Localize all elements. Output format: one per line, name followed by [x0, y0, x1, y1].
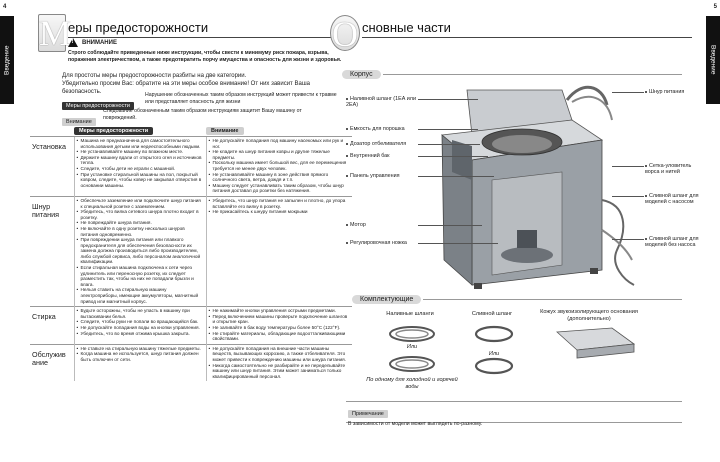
page-title-left: еры предосторожности — [68, 20, 350, 38]
list-item: • При повреждении шнура питания или плавкого предохранителя для обеспечения безопасности их замена должна производиться либо производителем, либо службой сервиса, либо персоналом аналогичной квалификации. — [77, 237, 204, 265]
list-item: • Поскольку машина имеет большой вес, для ее перемещения требуется не менее двух человек. — [209, 160, 351, 171]
right-page — [332, 0, 720, 462]
side-tab-right: Введение — [706, 16, 720, 104]
list-item: • Не допускайте попадания на внешние части машины веществ, вызывающих коррозию, а также отбеливателя. Это может привести к повреждению машины или шнура питания. — [209, 346, 351, 363]
list-item: • Если стиральная машина подключена к сети через удлинитель или переносную розетку, их следует разместить так, чтобы на них не попадали брызги и влага. — [77, 265, 204, 287]
list-item: • Не кладите на шнур питания ковры и другие тяжелые предметы. — [209, 149, 351, 160]
bullet-dot-icon — [645, 165, 647, 167]
list-item: • Убедитесь, что вилка сетевого шнура плотно входит в розетку. — [77, 209, 204, 220]
bullet-dot-icon — [346, 175, 348, 177]
callout-text: Емкость для порошка — [350, 126, 405, 132]
callout-text: Регулировочная ножка — [350, 240, 407, 246]
row-attention-cell — [206, 137, 352, 197]
callout-right-label — [645, 193, 703, 206]
intro-line-2: Убедительно просим Вас: обратите на эти меры особое внимание! От них зависит Ваша безопасность. — [62, 81, 310, 95]
row-precaution-cell — [74, 137, 206, 197]
leader-line — [418, 129, 478, 130]
footnote-tag: Примечание — [348, 410, 388, 418]
page-title-right: сновные части — [362, 20, 692, 38]
tag-attention: Внимание — [62, 118, 96, 126]
bullet-dot-icon — [346, 155, 348, 157]
list-item: • Не стирайте материалы, обладающие водоотталкивающими свойствами. — [209, 331, 351, 342]
page-number-left: 4 — [3, 4, 7, 10]
footnote-box — [346, 401, 682, 427]
callout-text: Наливной шланг (1ЕА или 2ЕА) — [346, 96, 416, 109]
acc-note: По одному для холодной и горячей воды — [366, 377, 458, 390]
list-item: • Нельзя ставить на стиральную машину электроприборы, имеющие аккумуляторы, магнитный привод или магнитный корпус. — [77, 287, 204, 304]
heading-initial-left: М — [39, 13, 72, 53]
acc-drain-hose-label: Сливной шланг — [471, 311, 513, 317]
row-attention-cell — [206, 307, 352, 345]
page-number-right: 5 — [713, 4, 717, 10]
list-item: • Убедитесь, что шнур питания не запылен и плотно, до упора вставляйте его вилку в розетку. — [209, 198, 351, 209]
row-precaution-cell — [74, 196, 206, 306]
callout-text: Сливной шланг для моделей без насоса — [645, 236, 699, 249]
bullet-dot-icon — [645, 91, 647, 93]
callout-text: Сливной шланг для моделей с насосом — [645, 193, 699, 206]
list-item: • Не прикасайтесь к шнуру питания мокрыми — [209, 209, 351, 215]
list-item: • Убедитесь, что во время отжима крышка закрыта. — [77, 331, 204, 337]
legend-precaution-text: Нарушение обозначенных таким образом инструкций может привести к травме или представляет опасность для жизни — [145, 92, 337, 105]
bullet-dot-icon — [346, 143, 348, 145]
row-category: Обслужив ание — [30, 344, 74, 381]
leader-line — [612, 92, 644, 93]
list-item: • Никогда самостоятельно не разбирайте и не переделывайте машину или шнур питания. Этим может заниматься только квалифицированный персонал. — [209, 363, 351, 380]
row-attention-cell — [206, 196, 352, 306]
callout-left-label — [346, 173, 418, 179]
row-category: Шнур питания — [30, 196, 74, 306]
table-row — [30, 307, 352, 345]
legend-attention-text: Следование обозначенным таким образом инструкциям защитит Вашу машину от повреждений. — [103, 108, 302, 121]
list-item: • Когда машина не используется, шнур питания должен быть отключен от сети. — [77, 351, 204, 362]
list-item: • При установке стиральной машины на пол, покрытый ковром, следите, чтобы ковер не закрывал отверстия в основании машины. — [77, 172, 204, 189]
callout-text: Шнур питания — [649, 89, 685, 95]
row-category: Стирка — [30, 307, 74, 345]
list-item: • Машина не предназначена для самостоятельного использования детьми или недееспособными людьми. — [77, 138, 204, 149]
side-tab-left: Введение — [0, 16, 14, 104]
callout-left-label — [346, 126, 418, 132]
leader-line — [418, 99, 478, 100]
precautions-table — [30, 126, 352, 381]
leader-line — [418, 243, 498, 244]
callout-right-label — [645, 89, 703, 95]
bullet-dot-icon — [346, 98, 348, 100]
bullet-dot-icon — [645, 195, 647, 197]
row-precaution-cell — [74, 307, 206, 345]
col-head-precaution: Меры предосторожности — [74, 127, 153, 135]
list-item: • Машину следует устанавливать таким образом, чтобы шнур питания доставал до розетки без натяжения. — [209, 183, 351, 194]
leader-line — [418, 144, 480, 145]
section-accessories — [352, 293, 682, 305]
warning-icon — [68, 38, 78, 47]
list-item: • Не заливайте в бак воду температуры более 50°C (122°F). — [209, 325, 351, 331]
or-label-1: Или — [406, 344, 418, 350]
list-item: • Не устанавливайте машину во влажном месте. — [77, 149, 204, 155]
row-category: Установка — [30, 137, 74, 197]
callout-text: Внутренний бак — [350, 153, 390, 159]
list-item: • Не допускайте попадания воды на кнопки управления. — [77, 325, 204, 331]
list-item: • Не включайте в одну розетку несколько шнуров питания одновременно. — [77, 226, 204, 237]
callout-text: Дозатор отбеливателя — [350, 141, 407, 147]
bullet-dot-icon — [346, 242, 348, 244]
callout-left-label — [346, 141, 418, 147]
callout-text: Мотор — [350, 222, 366, 228]
list-item: • Перед включением машины проверьте подключение шлангов и открытие кран. — [209, 314, 351, 325]
callout-left-label — [346, 222, 418, 228]
leader-line — [418, 176, 494, 177]
list-item: • Не нажимайте кнопки управления острыми предметами. — [209, 308, 351, 314]
callout-left-label — [346, 240, 418, 246]
bullet-dot-icon — [645, 238, 647, 240]
list-item: • Будьте осторожны, чтобы не упасть в машину при вытаскивании белья. — [77, 308, 204, 319]
list-item: • Не устанавливайте машину в зоне действия прямого солнечного света, ветра, дождя и т.п. — [209, 172, 351, 183]
warning-header — [68, 38, 117, 47]
callout-text: Сетка-уловитель ворса и нитей — [645, 163, 692, 176]
acc-inlet-hoses-label: Наливные шланги — [386, 311, 434, 317]
list-item: • Держите машину вдали от открытого огня и источников тепла. — [77, 155, 204, 166]
intro-line-1: Для простоты меры предосторожности разбиты на две категории. — [62, 73, 247, 79]
left-page — [0, 0, 356, 462]
callout-text: Панель управления — [350, 173, 400, 179]
leader-line — [612, 166, 644, 167]
leader-line — [418, 156, 488, 157]
col-head-attention: Внимание — [206, 127, 244, 135]
section-body-label: Корпус — [342, 70, 381, 79]
row-precaution-cell — [74, 344, 206, 381]
leader-line — [418, 225, 482, 226]
list-item: • Не повреждайте шнура питания. — [77, 220, 204, 226]
list-item: • Не допускайте попадания под машину насекомых или рук и ног. — [209, 138, 351, 149]
callout-left-label — [346, 153, 418, 159]
callout-left-label — [346, 96, 418, 109]
list-item: • Следите, чтобы руки не попали во вращающийся бак. — [77, 319, 204, 325]
table-row — [30, 196, 352, 306]
callout-right-label — [645, 163, 703, 176]
list-item: • Обеспечьте заземление или подключите шнур питания к специальной розетке с заземлением. — [77, 198, 204, 209]
section-accessories-label: Комплектующие — [352, 295, 421, 304]
bullet-dot-icon — [346, 224, 348, 226]
acc-cover-label: Кожух звукоизолирующего основания (дополнительно) — [540, 309, 638, 322]
list-item: • Не ставьте на стиральную машину тяжелые предметы. — [77, 346, 204, 352]
leader-line — [612, 239, 644, 240]
washing-machine-illustration — [412, 80, 642, 295]
table-row — [30, 137, 352, 197]
warning-label: ВНИМАНИЕ — [82, 39, 117, 46]
tag-precaution: Меры предосторожности — [62, 102, 134, 110]
row-attention-cell — [206, 344, 352, 381]
or-label-2: Или — [488, 351, 500, 357]
warning-text: Строго соблюдайте приведенные ниже инструкции, чтобы свести к минимуму риск пожара, взрыва, поражения электричеством, а также предотвратить порчу имущества и опасность для жизни и здоровья. — [68, 50, 342, 63]
section-body — [342, 68, 682, 80]
callout-right-label — [645, 236, 703, 249]
table-row — [30, 344, 352, 381]
footnote-text: В зависимости от модели может выглядеть по-разному. — [348, 421, 483, 427]
list-item: • Следите, чтобы дети не играли с машиной. — [77, 166, 204, 172]
leader-line — [612, 196, 644, 197]
heading-initial-right: О — [332, 14, 358, 54]
bullet-dot-icon — [346, 128, 348, 130]
